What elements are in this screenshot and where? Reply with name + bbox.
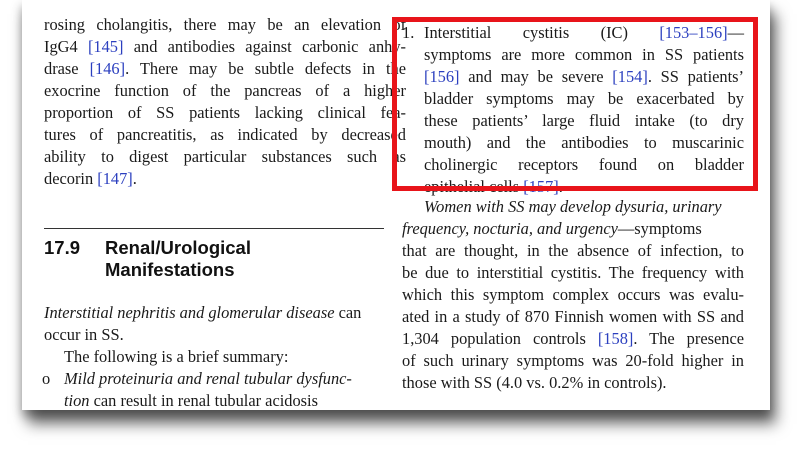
highlight-box (392, 17, 758, 191)
paragraph-2-line-2: occur in SS. (44, 325, 124, 344)
text-segment: exocrine function of the pancreas of a higher (44, 81, 406, 100)
text-segment: epithelial cells (424, 177, 524, 196)
paragraph-2-line-1: Interstitial nephritis and glomerular disease can (44, 303, 362, 322)
text-line (402, 262, 744, 284)
text-segment: ated in a study of 870 Finnish women with SS and (402, 307, 744, 326)
text-segment: mouth) and the antibodies to muscarinic (424, 133, 744, 152)
text-line (402, 372, 744, 394)
citation-link[interactable]: [154] (612, 67, 648, 86)
text-segment: that are thought, in the absence of infection, to (402, 241, 744, 260)
left-column (44, 14, 406, 190)
section-divider (44, 228, 384, 229)
citation-link[interactable]: [146] (89, 59, 126, 78)
text-segment: decorin (44, 169, 98, 188)
text-line (44, 14, 406, 36)
text-line (44, 124, 406, 146)
text-segment: those with SS (4.0 vs. 0.2% in controls). (402, 373, 667, 392)
right-para-line-1: Women with SS may develop dysuria, urinary (424, 197, 722, 216)
citation-link[interactable]: [145] (87, 37, 124, 56)
text-segment: cholinergic receptors found on bladder (424, 155, 744, 174)
bullet-icon: o (42, 369, 51, 388)
text-segment: bladder symptoms may be exacerbated by (424, 89, 744, 108)
text-segment: and antibodies against carbonic anhy- (123, 37, 406, 56)
citation-link[interactable]: [157] (523, 177, 559, 196)
text-line (44, 168, 406, 190)
section-title-line-1: Renal/Urological (105, 237, 251, 258)
text-segment: symptoms are more common in SS patients (424, 45, 744, 64)
text-line (44, 36, 406, 58)
section-title-line-2: Manifestations (105, 259, 235, 280)
summary-intro: The following is a brief summary: (64, 347, 289, 366)
text-line (44, 146, 406, 168)
list-item-number: 1. (402, 23, 415, 42)
left-paragraph-1 (44, 14, 406, 190)
text-line (44, 102, 406, 124)
text-segment: 1,304 population controls (402, 329, 598, 348)
text-segment: . (132, 169, 137, 188)
citation-link[interactable]: [153–156] (659, 23, 728, 42)
text-line (44, 80, 406, 102)
text-line (402, 350, 744, 372)
citation-link[interactable]: [158] (597, 329, 634, 348)
text-segment: — (727, 23, 744, 42)
text-segment: proportion of SS patients lacking clinical fea- (44, 103, 406, 122)
text-line (402, 328, 744, 350)
section-number: 17.9 (44, 237, 81, 258)
text-segment: of such urinary symptoms was 20-fold higher in (402, 351, 744, 370)
right-column-paragraph (402, 196, 744, 394)
text-segment: rosing cholangitis, there may be an elevation of (44, 15, 406, 34)
text-segment: IgG4 (44, 37, 88, 56)
text-segment: . There may be subtle defects in the (125, 59, 406, 78)
text-segment: tures of pancreatitis, as indicated by decreased (44, 125, 406, 144)
text-segment: . (558, 177, 563, 196)
citation-link[interactable]: [147] (97, 169, 133, 188)
text-line (402, 240, 744, 262)
text-segment: these patients’ large fluid intake (to dry (424, 111, 744, 130)
text-line (44, 58, 406, 80)
text-segment: ability to digest particular substances such as (44, 147, 406, 166)
text-segment: and may be severe (459, 67, 613, 86)
text-line (402, 306, 744, 328)
text-line (402, 284, 744, 306)
text-segment: Interstitial cystitis (IC) (424, 23, 660, 42)
text-segment: be due to interstitial cystitis. The frequency with (402, 263, 744, 282)
text-segment: . SS patients’ (647, 67, 745, 86)
text-segment: which this symptom complex occurs was evalu- (402, 285, 744, 304)
left-lower-text (44, 302, 406, 410)
right-para-line-2: frequency, nocturia, and urgency—symptoms (402, 219, 702, 238)
bullet-line-2: tion can result in renal tubular acidosis (64, 391, 318, 410)
text-segment: drase (44, 59, 90, 78)
text-segment: . The presence (633, 329, 744, 348)
citation-link[interactable]: [156] (424, 67, 460, 86)
right-para-body (402, 240, 744, 394)
bullet-line-1: o Mild proteinuria and renal tubular dysfunc- (42, 369, 352, 388)
